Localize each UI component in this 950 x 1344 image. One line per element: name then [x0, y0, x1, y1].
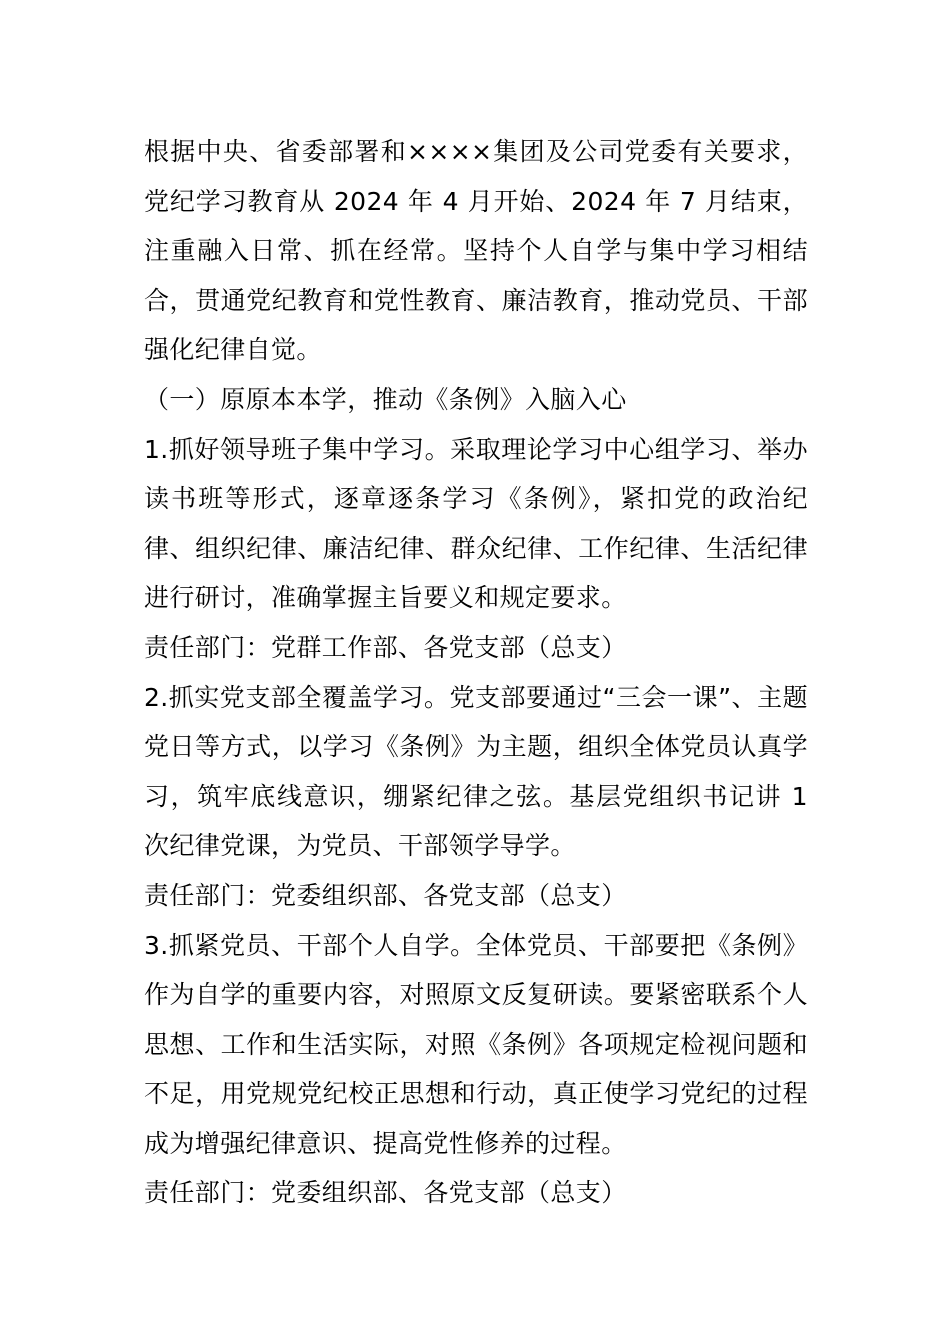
- responsible-department-1: 责任部门：党群工作部、各党支部（总支）: [144, 632, 627, 662]
- item-paragraph-3: 3.抓紧党员、干部个人自学。全体党员、干部要把《条例》作为自学的重要内容，对照原文反复研读。要紧密联系个人思想、工作和生活实际，对照《条例》各项规定检视问题和不足，用党规党纪校正思想和行动，真正使学习党纪的过程成为增强纪律意识、提高党性修养的过程。: [144, 930, 808, 1158]
- responsible-department-3: 责任部门：党委组织部、各党支部（总支）: [144, 1178, 627, 1208]
- item-paragraph-1: 1.抓好领导班子集中学习。采取理论学习中心组学习、举办读书班等形式，逐章逐条学习《条例》，紧扣党的政治纪律、组织纪律、廉洁纪律、群众纪律、工作纪律、生活纪律进行研讨，准确掌握主旨要义和规定要求。: [144, 434, 808, 613]
- document-body: [144, 127, 808, 1218]
- responsible-department-2: 责任部门：党委组织部、各党支部（总支）: [144, 880, 627, 910]
- section-heading: （一）原原本本学，推动《条例》入脑入心: [144, 384, 627, 414]
- item-paragraph-2: 2.抓实党支部全覆盖学习。党支部要通过“三会一课”、主题党日等方式，以学习《条例》为主题，组织全体党员认真学习，筑牢底线意识，绷紧纪律之弦。基层党组织书记讲 1 次纪律党课，为党员、干部领学导学。: [144, 682, 808, 861]
- intro-paragraph: 根据中央、省委部署和××××集团及公司党委有关要求，党纪学习教育从 2024 年 4 月开始、2024 年 7 月结束，注重融入日常、抓在经常。坚持个人自学与集中学习相结合，贯通党纪教育和党性教育、廉洁教育，推动党员、干部强化纪律自觉。: [144, 137, 808, 365]
